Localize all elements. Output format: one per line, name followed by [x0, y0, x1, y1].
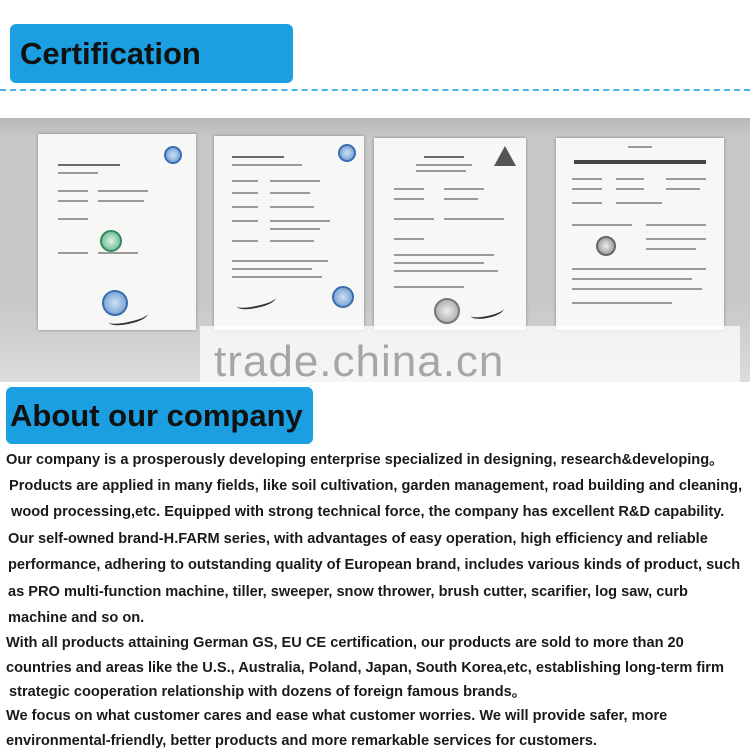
stamp-icon	[596, 236, 616, 256]
about-line: We focus on what customer cares and ease what customer worries. We will provide safer, more	[6, 708, 668, 724]
certification-heading	[10, 24, 293, 83]
about-line: environmental-friendly, better products and more remarkable services for customers.	[6, 733, 597, 749]
tuv-mark-icon	[494, 146, 516, 166]
certificate-image	[214, 136, 364, 330]
about-line: countries and areas like the U.S., Australia, Poland, Japan, South Korea,etc, establishing long-term firm	[6, 660, 724, 676]
stamp-icon	[434, 298, 460, 324]
about-line: Products are applied in many fields, like soil cultivation, garden management, road building and cleaning,	[9, 478, 743, 494]
about-line: machine and so on.	[8, 610, 145, 626]
about-heading-text: About our company	[10, 397, 303, 433]
about-line: With all products attaining German GS, EU CE certification, our products are sold to more than 20	[6, 635, 684, 651]
certification-heading-text: Certification	[20, 35, 201, 71]
hologram-icon	[332, 286, 354, 308]
section-divider	[0, 89, 750, 91]
about-line: Our company is a prosperously developing enterprise specialized in designing, research&developing。	[6, 452, 724, 468]
certificate-image	[556, 138, 724, 330]
about-line: as PRO multi-function machine, tiller, sweeper, snow thrower, brush cutter, scarifier, log saw, curb	[8, 584, 688, 600]
watermark: trade.china.cn	[214, 337, 505, 386]
about-line: Our self-owned brand-H.FARM series, with advantages of easy operation, high efficiency and reliable	[8, 531, 708, 547]
seal-icon	[338, 144, 356, 162]
about-heading	[6, 387, 313, 444]
seal-icon	[164, 146, 182, 164]
about-line: wood processing,etc. Equipped with strong technical force, the company has excellent R&D capability.	[11, 504, 725, 520]
about-line: strategic cooperation relationship with dozens of foreign famous brands。	[9, 684, 527, 700]
ce-mark-icon	[100, 230, 122, 252]
about-line: performance, adhering to outstanding quality of European brand, includes various kinds of product, such	[8, 557, 741, 573]
certificate-image	[374, 138, 526, 330]
certificate-image	[38, 134, 196, 330]
